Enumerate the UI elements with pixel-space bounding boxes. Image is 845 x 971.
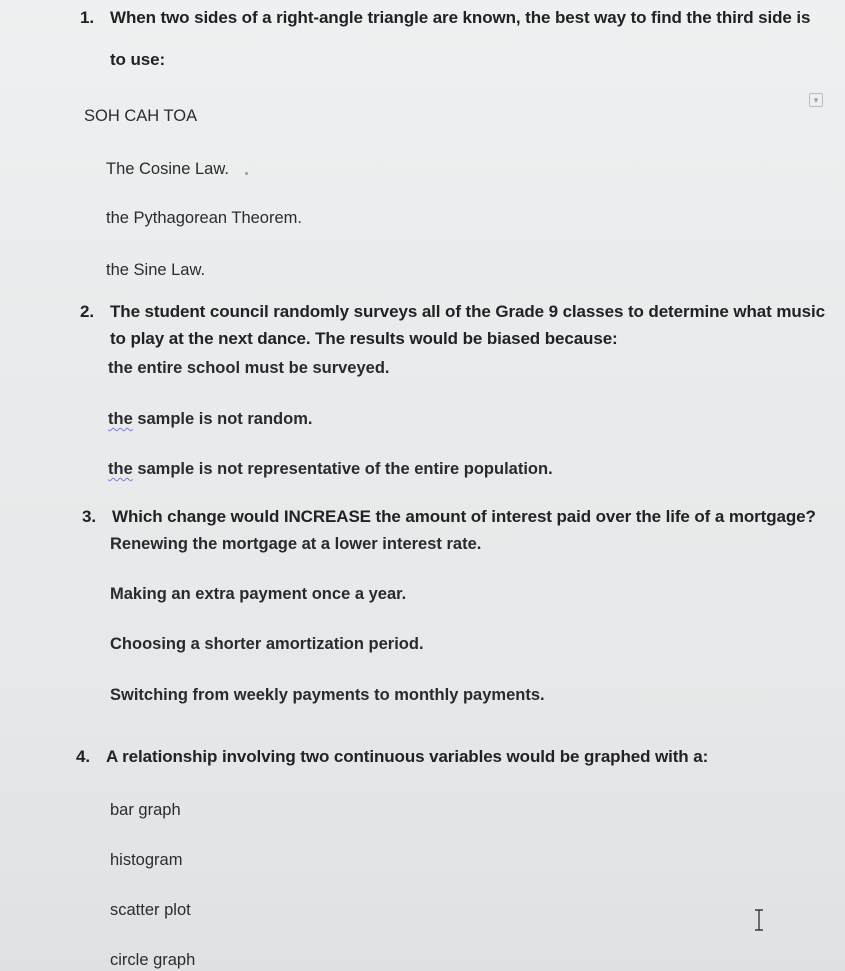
spellcheck-word: the [108,410,133,428]
option-bar-graph[interactable]: bar graph [110,801,181,819]
question-number: 1. [80,8,94,27]
option-histogram[interactable]: histogram [110,851,183,869]
question-stem: Which change would INCREASE the amount of interest paid over the life of a mortgage? [112,507,816,526]
question-number: 2. [80,302,94,321]
option-pythagorean-theorem[interactable]: the Pythagorean Theorem. [106,209,302,227]
stray-dot [245,172,248,175]
text-cursor-icon [752,908,766,932]
option-soh-cah-toa[interactable]: SOH CAH TOA [84,107,198,125]
option-scatter-plot[interactable]: scatter plot [110,901,191,919]
option-sample-not-random[interactable] [108,408,312,430]
option-weekly-to-monthly[interactable]: Switching from weekly payments to monthly payments. [110,686,545,704]
option-sample-not-representative[interactable] [108,458,553,480]
option-shorter-amortization[interactable]: Choosing a shorter amortization period. [110,635,424,653]
option-text: sample is not random. [132,410,313,428]
question-stem: The student council randomly surveys all of the Grade 9 classes to determine what music [110,302,825,321]
option-renewing-lower-rate[interactable]: Renewing the mortgage at a lower interest rate. [110,535,482,553]
question-3 [82,503,832,530]
question-stem: When two sides of a right-angle triangle are known, the best way to find the third side is [110,8,811,27]
option-sine-law[interactable]: the Sine Law. [106,261,206,279]
question-stem-continued: to play at the next dance. The results would be biased because: [110,329,618,348]
option-circle-graph[interactable]: circle graph [110,951,196,969]
question-stem: A relationship involving two continuous variables would be graphed with a: [106,747,709,766]
option-extra-payment[interactable]: Making an extra payment once a year. [110,585,407,603]
question-stem-continued: to use: [110,50,166,69]
question-2-continued [110,325,618,352]
option-cosine-law[interactable]: The Cosine Law. [106,160,229,178]
option-text: sample is not representative of the entire population. [132,460,553,478]
question-number: 3. [82,507,96,526]
question-1 [80,4,830,31]
question-4 [76,743,826,770]
dropdown-indicator-icon[interactable]: ▾ [809,93,823,107]
question-2 [80,298,840,325]
spellcheck-word: the [108,460,133,478]
option-entire-school[interactable]: the entire school must be surveyed. [108,359,390,377]
question-1-continued [110,46,165,73]
question-number: 4. [76,747,90,766]
